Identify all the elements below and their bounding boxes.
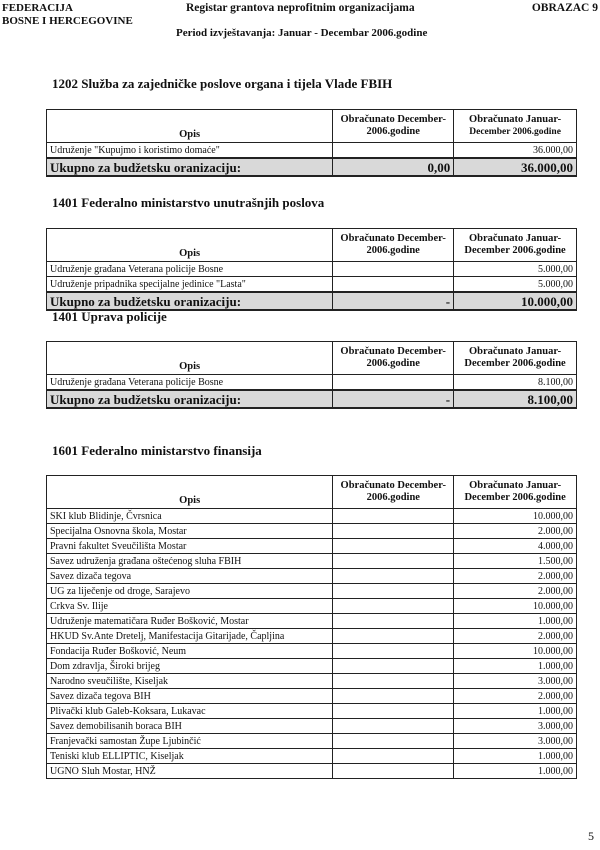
row-description: Udruženje građana Veterana policije Bosne: [47, 375, 333, 391]
row-jan-dec-value: 10.000,00: [454, 599, 577, 614]
row-description: Savez dizača tegova BIH: [47, 689, 333, 704]
row-jan-dec-value: 2.000,00: [454, 524, 577, 539]
row-description: Crkva Sv. Ilije: [47, 599, 333, 614]
page-number: 5: [588, 829, 594, 843]
row-description: Franjevački samostan Župe Ljubinčić: [47, 734, 333, 749]
row-jan-dec-value: 1.000,00: [454, 749, 577, 764]
column-header-january-december: [454, 229, 577, 262]
row-december-value: [333, 509, 454, 524]
row-jan-dec-value: 1.000,00: [454, 614, 577, 629]
table-row: [47, 749, 577, 764]
row-december-value: [333, 143, 454, 159]
column-header-opis: Opis: [47, 229, 333, 262]
table-row: [47, 554, 577, 569]
row-december-value: [333, 719, 454, 734]
form-code: OBRAZAC 9: [531, 2, 598, 14]
total-label: Ukupno za budžetsku oranizaciju:: [47, 158, 333, 176]
column-header-jan-dec-line1: Obračunato Januar-: [469, 346, 562, 357]
column-header-january-december: [454, 110, 577, 143]
column-header-december-line1: Obračunato December-: [340, 346, 446, 357]
section-title-1202: 1202 Služba za zajedničke poslove organa i tijela Vlade FBIH: [52, 76, 393, 91]
row-description: Teniski klub ELLIPTIC, Kiseljak: [47, 749, 333, 764]
row-december-value: [333, 614, 454, 629]
row-description: Savez demobilisanih boraca BIH: [47, 719, 333, 734]
total-jan-dec-value: 10.000,00: [454, 292, 577, 310]
column-header-jan-dec-line2: December 2006.godine: [469, 127, 561, 137]
row-jan-dec-value: 10.000,00: [454, 644, 577, 659]
column-header-december-line2: 2006.godine: [366, 358, 420, 369]
total-jan-dec-value: 8.100,00: [454, 390, 577, 408]
row-jan-dec-value: 2.000,00: [454, 629, 577, 644]
row-jan-dec-value: 2.000,00: [454, 569, 577, 584]
column-header-january-december: [454, 342, 577, 375]
row-description: Fondacija Ruđer Bošković, Neum: [47, 644, 333, 659]
org-name-line2: BOSNE I HERCEGOVINE: [2, 15, 133, 27]
row-description: Narodno sveučilište, Kiseljak: [47, 674, 333, 689]
row-description: Savez dizača tegova: [47, 569, 333, 584]
column-header-december: [333, 342, 454, 375]
row-description: HKUD Sv.Ante Dretelj, Manifestacija Gitarijade, Čapljina: [47, 629, 333, 644]
column-header-december-line2: 2006.godine: [366, 245, 420, 256]
table-row: [47, 262, 577, 277]
row-jan-dec-value: 1.000,00: [454, 704, 577, 719]
table-row: [47, 539, 577, 554]
row-jan-dec-value: 1.500,00: [454, 554, 577, 569]
row-jan-dec-value: 36.000,00: [454, 143, 577, 159]
total-december-value: -: [333, 292, 454, 310]
row-december-value: [333, 629, 454, 644]
row-december-value: [333, 277, 454, 293]
column-header-jan-dec-line1: Obračunato Januar-: [469, 480, 562, 491]
column-header-jan-dec-line2: December 2006.godine: [464, 245, 566, 256]
row-december-value: [333, 262, 454, 277]
row-jan-dec-value: 3.000,00: [454, 674, 577, 689]
row-description: Udruženje "Kupujmo i koristimo domaće": [47, 143, 333, 159]
column-header-opis: Opis: [47, 476, 333, 509]
table-row: [47, 143, 577, 159]
row-jan-dec-value: 2.000,00: [454, 584, 577, 599]
row-description: SKI klub Blidinje, Čvrsnica: [47, 509, 333, 524]
column-header-jan-dec-line1: Obračunato Januar-: [469, 233, 562, 244]
total-label: Ukupno za budžetsku oranizaciju:: [47, 390, 333, 408]
column-header-december-line2: 2006.godine: [366, 126, 420, 137]
row-jan-dec-value: 10.000,00: [454, 509, 577, 524]
total-row: [47, 158, 577, 176]
row-jan-dec-value: 2.000,00: [454, 689, 577, 704]
column-header-december: [333, 476, 454, 509]
column-header-december: [333, 110, 454, 143]
table-row: [47, 569, 577, 584]
column-header-jan-dec-line2: December 2006.godine: [464, 492, 566, 503]
row-december-value: [333, 674, 454, 689]
column-header-jan-dec-line2: December 2006.godine: [464, 358, 566, 369]
total-december-value: -: [333, 390, 454, 408]
row-december-value: [333, 569, 454, 584]
row-jan-dec-value: 3.000,00: [454, 719, 577, 734]
table-row: [47, 277, 577, 293]
org-name-line1: FEDERACIJA: [2, 2, 73, 14]
row-jan-dec-value: 8.100,00: [454, 375, 577, 391]
row-description: Udruženje građana Veterana policije Bosne: [47, 262, 333, 277]
column-header-december-line2: 2006.godine: [366, 492, 420, 503]
row-description: Savez udruženja građana oštećenog sluha FBIH: [47, 554, 333, 569]
total-row: [47, 390, 577, 408]
table-header-row: [47, 342, 577, 375]
row-description: UG za liječenje od droge, Sarajevo: [47, 584, 333, 599]
row-december-value: [333, 524, 454, 539]
column-header-opis: Opis: [47, 342, 333, 375]
row-description: Pravni fakultet Sveučilišta Mostar: [47, 539, 333, 554]
total-label: Ukupno za budžetsku oranizaciju:: [47, 292, 333, 310]
table-row: [47, 674, 577, 689]
reporting-period: Period izvještavanja: Januar - Decembar 2006.godine: [176, 27, 428, 39]
row-december-value: [333, 599, 454, 614]
table-row: [47, 644, 577, 659]
table-row: [47, 764, 577, 779]
grant-table-1601: [46, 475, 577, 779]
section-title-1601: 1601 Federalno ministarstvo finansija: [52, 443, 262, 458]
total-jan-dec-value: 36.000,00: [454, 158, 577, 176]
total-december-value: 0,00: [333, 158, 454, 176]
table-row: [47, 524, 577, 539]
table-header-row: [47, 229, 577, 262]
column-header-december-line1: Obračunato December-: [340, 114, 446, 125]
table-row: [47, 719, 577, 734]
row-december-value: [333, 584, 454, 599]
row-december-value: [333, 554, 454, 569]
document-title: Registar grantova neprofitnim organizacijama: [186, 2, 415, 14]
table-row: [47, 734, 577, 749]
column-header-december-line1: Obračunato December-: [340, 233, 446, 244]
table-row: [47, 659, 577, 674]
row-description: Plivački klub Galeb-Koksara, Lukavac: [47, 704, 333, 719]
row-december-value: [333, 375, 454, 391]
row-jan-dec-value: 1.000,00: [454, 659, 577, 674]
table-row: [47, 614, 577, 629]
column-header-jan-dec-line1: Obračunato Januar-: [469, 114, 562, 125]
row-description: Udruženje matematičara Ruđer Bošković, Mostar: [47, 614, 333, 629]
row-december-value: [333, 749, 454, 764]
table-row: [47, 629, 577, 644]
row-jan-dec-value: 5.000,00: [454, 262, 577, 277]
row-december-value: [333, 644, 454, 659]
grant-table-1401-police: [46, 341, 577, 409]
row-december-value: [333, 539, 454, 554]
column-header-december: [333, 229, 454, 262]
table-header-row: [47, 476, 577, 509]
table-row: [47, 599, 577, 614]
row-jan-dec-value: 1.000,00: [454, 764, 577, 779]
row-jan-dec-value: 4.000,00: [454, 539, 577, 554]
row-december-value: [333, 764, 454, 779]
table-row: [47, 704, 577, 719]
row-description: Dom zdravlja, Široki brijeg: [47, 659, 333, 674]
row-jan-dec-value: 5.000,00: [454, 277, 577, 293]
row-december-value: [333, 734, 454, 749]
table-row: [47, 584, 577, 599]
total-row: [47, 292, 577, 310]
row-description: Specijalna Osnovna škola, Mostar: [47, 524, 333, 539]
column-header-january-december: [454, 476, 577, 509]
section-title-1401-police: 1401 Uprava policije: [52, 309, 167, 324]
section-title-1401-ministry: 1401 Federalno ministarstvo unutrašnjih poslova: [52, 195, 325, 210]
column-header-december-line1: Obračunato December-: [340, 480, 446, 491]
grant-table-1401-ministry: [46, 228, 577, 311]
row-description: UGNO Sluh Mostar, HNŽ: [47, 764, 333, 779]
column-header-opis: Opis: [47, 110, 333, 143]
row-description: Udruženje pripadnika specijalne jedinice "Lasta": [47, 277, 333, 293]
grant-table-1202: [46, 109, 577, 177]
table-header-row: [47, 110, 577, 143]
table-row: [47, 375, 577, 391]
row-december-value: [333, 704, 454, 719]
row-jan-dec-value: 3.000,00: [454, 734, 577, 749]
row-december-value: [333, 659, 454, 674]
table-row: [47, 509, 577, 524]
row-december-value: [333, 689, 454, 704]
table-row: [47, 689, 577, 704]
